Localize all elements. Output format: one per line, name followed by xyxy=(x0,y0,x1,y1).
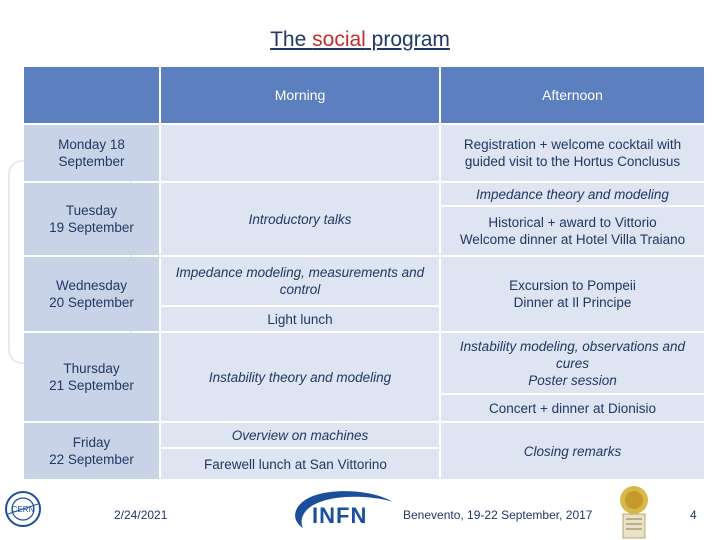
thursday-afternoon-bottom: Concert + dinner at Dionisio xyxy=(441,395,704,421)
thursday-afternoon: Instability modeling, observations and cures Poster session xyxy=(441,333,704,393)
cern-logo xyxy=(4,490,42,528)
day-friday: Friday 22 September xyxy=(24,423,159,479)
header-afternoon: Afternoon xyxy=(441,67,704,123)
friday-afternoon: Closing remarks xyxy=(441,423,704,479)
footer-event: Benevento, 19-22 September, 2017 xyxy=(403,508,593,522)
footer-date: 2/24/2021 xyxy=(114,508,168,522)
seal-logo xyxy=(612,484,656,540)
title-accent: social xyxy=(312,28,366,51)
day-wednesday: Wednesday 20 September xyxy=(24,257,159,331)
header-morning: Morning xyxy=(161,67,439,123)
page-number: 4 xyxy=(690,508,697,522)
wednesday-afternoon: Excursion to Pompeii Dinner at Il Principe xyxy=(441,257,704,331)
title-pre: The xyxy=(270,28,313,51)
page-title xyxy=(0,28,720,52)
day-tuesday: Tuesday 19 September xyxy=(24,183,159,255)
friday-morning: Overview on machines xyxy=(161,423,439,447)
infn-logo-text: INFN xyxy=(312,503,368,528)
monday-afternoon: Registration + welcome cocktail with guided visit to the Hortus Conclusus xyxy=(441,125,704,181)
tuesday-afternoon-bottom: Historical + award to Vittorio Welcome dinner at Hotel Villa Traiano xyxy=(441,207,704,255)
title-post: program xyxy=(365,28,450,51)
thursday-morning: Instability theory and modeling xyxy=(161,333,439,421)
wednesday-morning-lunch: Light lunch xyxy=(161,307,439,331)
tuesday-afternoon-top: Impedance theory and modeling xyxy=(441,183,704,205)
svg-text:CERN: CERN xyxy=(11,505,35,514)
friday-morning-lunch: Farewell lunch at San Vittorino xyxy=(161,449,439,479)
tuesday-morning: Introductory talks xyxy=(161,183,439,255)
wednesday-morning: Impedance modeling, measurements and control xyxy=(161,257,439,305)
day-monday: Monday 18 September xyxy=(24,125,159,181)
header-day-cell xyxy=(24,67,159,123)
day-thursday: Thursday 21 September xyxy=(24,333,159,421)
monday-morning xyxy=(161,125,439,181)
